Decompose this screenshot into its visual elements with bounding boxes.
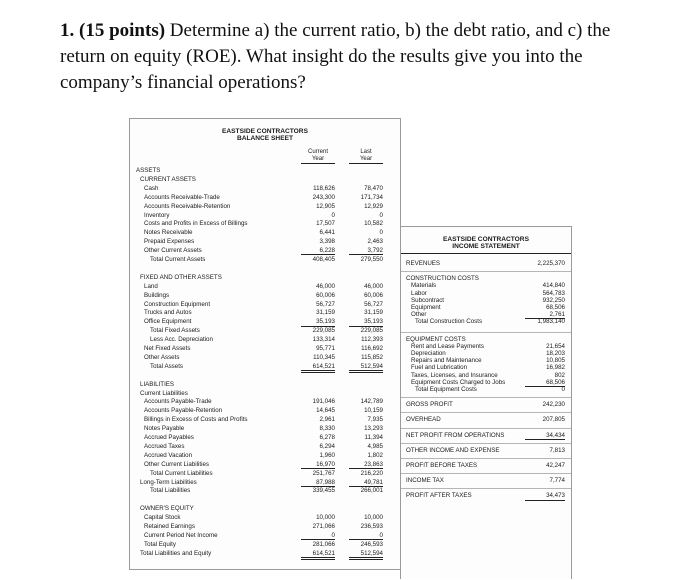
balance-row <box>130 452 400 459</box>
balance-row-label: LIABILITIES <box>140 380 175 388</box>
balance-row <box>130 256 400 263</box>
income-row-value: 1,983,140 <box>537 318 565 326</box>
col-current-rule <box>301 163 335 164</box>
balance-row-last: 49,781 <box>349 479 383 487</box>
balance-row-label: Construction Equipment <box>144 300 211 308</box>
balance-row-label: Total Current Assets <box>150 256 206 263</box>
balance-row-current: 614,521 <box>301 550 335 560</box>
balance-row-label: Accrued Vacation <box>144 451 193 459</box>
balance-row-last: 4,985 <box>367 442 383 450</box>
balance-row <box>130 372 400 379</box>
balance-row-label: Total Assets <box>150 362 184 370</box>
balance-row <box>130 550 400 557</box>
balance-row-last: 0 <box>379 211 383 219</box>
balance-row-current: 6,441 <box>319 229 335 237</box>
balance-row-last: 13,293 <box>364 425 383 433</box>
balance-row-last: 23,863 <box>349 461 383 469</box>
balance-row-current: 56,727 <box>316 300 335 308</box>
balance-row-last: 236,593 <box>360 523 383 530</box>
balance-row-current: 8,330 <box>319 425 335 433</box>
balance-row-current: 35,193 <box>301 318 335 326</box>
balance-row-last: 0 <box>349 532 383 540</box>
balance-row-last: 2,463 <box>367 238 383 246</box>
balance-row-last: 56,727 <box>364 300 383 308</box>
balance-row <box>130 283 400 290</box>
income-row-label: Subcontract <box>411 296 445 304</box>
income-row-value: 932,250 <box>542 296 565 304</box>
income-row-value: 0 <box>561 386 565 393</box>
balance-row-last: 10,000 <box>364 514 383 522</box>
income-row-value: 21,654 <box>546 342 565 350</box>
income-row-value: 34,434 <box>525 432 565 440</box>
balance-row-last: 78,470 <box>364 184 383 192</box>
balance-row <box>130 479 400 486</box>
balance-row-current: 281,066 <box>312 540 335 548</box>
balance-row <box>130 292 400 299</box>
balance-row-label: Less Acc. Depreciation <box>150 336 213 344</box>
balance-row <box>130 167 400 174</box>
balance-row-label: OWNER'S EQUITY <box>140 505 194 513</box>
balance-row <box>130 487 400 494</box>
income-row-value: 16,982 <box>546 364 565 372</box>
balance-row-label: Other Assets <box>144 353 180 361</box>
balance-sheet-title: BALANCE SHEET <box>236 135 294 142</box>
income-statement <box>400 226 572 579</box>
income-row-value: 207,805 <box>542 416 565 424</box>
balance-row-label: Retained Earnings <box>144 523 195 530</box>
income-row-label: GROSS PROFIT <box>406 401 453 409</box>
balance-row-current: 118,626 <box>313 184 335 192</box>
balance-row-current: 614,521 <box>301 363 335 373</box>
balance-row-label: Total Liabilities <box>150 487 191 495</box>
balance-row-label: Prepaid Expenses <box>144 238 195 246</box>
balance-row-last: 10,159 <box>364 407 383 415</box>
income-header-rule <box>401 253 571 254</box>
income-row-label: Materials <box>411 282 437 290</box>
income-row-label: Depreciation <box>411 350 446 357</box>
balance-row <box>130 514 400 521</box>
balance-row-label: Accounts Payable-Trade <box>144 398 212 406</box>
income-row-label: CONSTRUCTION COSTS <box>406 275 479 283</box>
income-row-label: Labor <box>411 289 427 297</box>
balance-row <box>130 363 400 370</box>
balance-row <box>130 220 400 227</box>
balance-row-last: 279,550 <box>360 256 383 263</box>
income-row-value: 68,506 <box>525 379 565 387</box>
question-points: 1. (15 points) <box>60 20 166 41</box>
balance-row <box>130 185 400 192</box>
income-row-label: Equipment <box>411 304 441 311</box>
balance-row-label: Billings in Excess of Costs and Profits <box>144 416 248 424</box>
balance-row <box>130 496 400 503</box>
balance-row <box>130 309 400 316</box>
balance-row <box>130 301 400 308</box>
balance-row <box>130 336 400 343</box>
balance-row-current: 2,961 <box>319 416 335 424</box>
income-row-value: 34,473 <box>525 492 565 500</box>
balance-row <box>130 461 400 468</box>
income-row-label: INCOME TAX <box>406 477 444 485</box>
income-row-value: 2,225,370 <box>537 260 565 267</box>
balance-row-current: 10,000 <box>316 514 335 522</box>
balance-row <box>130 398 400 405</box>
col-last-rule <box>349 163 383 164</box>
balance-row-last: 116,692 <box>361 345 383 352</box>
balance-row <box>130 265 400 272</box>
income-row-label: Rent and Lease Payments <box>411 342 484 350</box>
income-row-label: Other <box>411 311 427 319</box>
balance-row <box>130 238 400 245</box>
balance-row-label: Costs and Profits in Excess of Billings <box>144 220 248 228</box>
balance-row <box>130 407 400 414</box>
balance-row <box>130 381 400 388</box>
income-row-label: PROFIT BEFORE TAXES <box>406 462 478 469</box>
balance-row-current: 0 <box>301 532 335 540</box>
balance-row-current: 339,455 <box>312 487 335 495</box>
balance-row <box>130 176 400 183</box>
balance-row <box>130 505 400 512</box>
balance-row-last: 512,594 <box>349 550 383 560</box>
balance-row-label: FIXED AND OTHER ASSETS <box>140 273 222 281</box>
balance-row-label: Other Current Assets <box>144 247 202 255</box>
income-row-label: EQUIPMENT COSTS <box>406 335 466 343</box>
col-current-header: Current Year <box>307 149 328 162</box>
balance-row-last: 12,929 <box>364 202 383 210</box>
balance-row-last: 0 <box>379 229 383 237</box>
balance-row-label: Long-Term Liabilities <box>140 478 197 486</box>
balance-sheet <box>129 118 401 570</box>
income-row-label: NET PROFIT FROM OPERATIONS <box>406 431 505 439</box>
balance-row <box>130 212 400 219</box>
balance-row <box>130 443 400 450</box>
balance-row-current: 251,767 <box>312 469 335 477</box>
balance-row-label: Other Current Liabilities <box>144 460 209 468</box>
income-row-value: 7,813 <box>549 446 565 454</box>
income-row-label: PROFIT AFTER TAXES <box>406 492 472 500</box>
balance-row-current: 14,645 <box>316 407 335 415</box>
balance-row-current: 87,988 <box>301 479 335 487</box>
balance-row-label: Buildings <box>144 291 170 299</box>
balance-row-label: ASSETS <box>136 167 161 174</box>
income-statement-title: INCOME STATEMENT <box>452 243 520 250</box>
balance-row <box>130 532 400 539</box>
balance-row-last: 3,792 <box>349 247 383 255</box>
balance-row-current: 6,294 <box>319 442 335 450</box>
income-section-divider <box>401 488 571 489</box>
balance-row-current: 271,066 <box>312 523 335 530</box>
balance-row-label: Accrued Taxes <box>144 442 185 450</box>
balance-row-current: 0 <box>331 211 335 219</box>
income-row-value: 2,761 <box>525 311 565 319</box>
balance-row-last: 10,582 <box>364 220 383 228</box>
balance-row-current: 17,507 <box>316 220 335 228</box>
balance-row-current: 243,300 <box>312 193 335 201</box>
income-row-value: 242,230 <box>542 401 565 409</box>
balance-row-current: 110,345 <box>313 353 335 361</box>
balance-row-last: 1,802 <box>367 451 383 459</box>
income-section-divider <box>401 428 571 429</box>
balance-row-last: 512,594 <box>349 363 383 373</box>
income-row-value: 7,774 <box>549 477 565 485</box>
income-row-label: Equipment Costs Charged to Jobs <box>411 378 506 386</box>
balance-row <box>130 247 400 254</box>
balance-row-last: 31,159 <box>364 309 383 317</box>
balance-row <box>130 203 400 210</box>
balance-row <box>130 229 400 236</box>
balance-row-label: Accrued Payables <box>144 434 194 441</box>
balance-sheet-company: EASTSIDE CONTRACTORS <box>222 128 308 135</box>
balance-row-label: Net Fixed Assets <box>144 345 191 352</box>
balance-row-label: Accounts Receivable-Trade <box>144 193 220 201</box>
income-row-label: Fuel and Lubrication <box>411 364 468 372</box>
income-statement-company: EASTSIDE CONTRACTORS <box>443 236 529 243</box>
balance-row <box>130 541 400 548</box>
balance-row <box>130 327 400 334</box>
income-section-divider <box>401 443 571 444</box>
balance-row-label: Accounts Payable-Retention <box>144 407 223 415</box>
balance-row-current: 191,046 <box>312 398 335 406</box>
balance-row-current: 133,314 <box>312 336 335 344</box>
balance-row-last: 7,935 <box>367 416 383 424</box>
balance-row-label: Notes Receivable <box>144 229 193 237</box>
balance-row <box>130 274 400 281</box>
balance-row-label: Current Period Net Income <box>144 531 218 539</box>
balance-row <box>130 194 400 201</box>
income-row-label: REVENUES <box>406 260 441 267</box>
balance-row-current: 1,960 <box>319 451 335 459</box>
balance-row-current: 6,278 <box>319 434 335 441</box>
balance-row-last: 216,220 <box>360 469 383 477</box>
income-row-label: OTHER INCOME AND EXPENSE <box>406 446 500 454</box>
income-row-value: 802 <box>554 371 565 379</box>
balance-row-label: Cash <box>144 184 159 192</box>
balance-row-label: Total Equity <box>144 540 176 548</box>
balance-row-label: Inventory <box>144 211 170 219</box>
income-section-divider <box>401 458 571 459</box>
income-row-label: Total Equipment Costs <box>415 386 477 393</box>
balance-row-last: 266,001 <box>360 487 383 495</box>
balance-row <box>130 523 400 530</box>
balance-row <box>130 425 400 432</box>
balance-row-label: CURRENT ASSETS <box>140 175 196 183</box>
balance-row-last: 229,085 <box>360 327 383 335</box>
balance-row-label: Office Equipment <box>144 318 192 326</box>
balance-row-label: Accounts Receivable-Retention <box>144 202 231 210</box>
income-section-divider <box>401 397 571 398</box>
balance-row-last: 115,852 <box>361 353 383 361</box>
balance-row-last: 112,393 <box>361 336 383 344</box>
income-row-value: 18,203 <box>546 350 565 357</box>
income-section-divider <box>401 412 571 413</box>
balance-row-label: Total Current Liabilities <box>150 469 213 477</box>
balance-row <box>130 470 400 477</box>
balance-row <box>130 354 400 361</box>
income-row-label: Taxes, Licenses, and Insurance <box>411 371 498 379</box>
balance-row-last: 246,593 <box>360 540 383 548</box>
balance-row-current: 46,000 <box>316 282 335 290</box>
income-section-divider <box>401 271 571 272</box>
balance-row-current: 12,905 <box>316 202 335 210</box>
question-text <box>60 18 660 96</box>
balance-row-last: 46,000 <box>364 282 383 290</box>
balance-row-current: 95,771 <box>316 345 335 352</box>
income-section-divider <box>401 473 571 474</box>
income-row-label: Total Construction Costs <box>415 318 483 326</box>
balance-row-current: 60,006 <box>316 291 335 299</box>
balance-row-last: 171,734 <box>360 193 383 201</box>
income-row-value: 414,840 <box>542 282 565 290</box>
income-section-divider <box>401 332 571 333</box>
balance-row <box>130 390 400 397</box>
balance-row-label: Total Fixed Assets <box>150 327 200 335</box>
balance-row-current: 16,970 <box>301 461 335 469</box>
balance-row-current: 408,405 <box>312 256 335 263</box>
col-last-header: Last Year <box>359 149 373 162</box>
balance-row <box>130 434 400 441</box>
balance-row <box>130 318 400 325</box>
balance-row <box>130 416 400 423</box>
balance-row-last: 35,193 <box>349 318 383 326</box>
income-row-value: 10,805 <box>546 357 565 365</box>
question-body: Determine a) the current ratio, b) the debt ratio, and c) the return on equity (ROE). What insight do the results give you into the company’s financial operations? <box>60 20 611 93</box>
income-row-value: 68,506 <box>546 304 565 311</box>
balance-row-current: 31,159 <box>316 309 335 317</box>
balance-row-label: Total Liabilities and Equity <box>140 549 212 557</box>
balance-row <box>130 345 400 352</box>
balance-row-label: Land <box>144 282 158 290</box>
income-row-label: OVERHEAD <box>406 416 441 424</box>
income-row-value: 42,247 <box>546 462 565 469</box>
balance-row-last: 60,006 <box>364 291 383 299</box>
balance-row-current: 229,085 <box>312 327 335 335</box>
income-row-value: 564,783 <box>542 289 565 297</box>
income-row-label: Repairs and Maintenance <box>411 357 482 365</box>
balance-row-last: 142,789 <box>360 398 383 406</box>
balance-row-label: Current Liabilities <box>140 389 188 397</box>
balance-row-last: 11,394 <box>364 434 383 441</box>
balance-row-label: Notes Payable <box>144 425 185 433</box>
balance-row-current: 6,228 <box>301 247 335 255</box>
balance-row-label: Capital Stock <box>144 514 181 522</box>
balance-row-label: Trucks and Autos <box>144 309 192 317</box>
balance-row-current: 3,398 <box>319 238 335 246</box>
